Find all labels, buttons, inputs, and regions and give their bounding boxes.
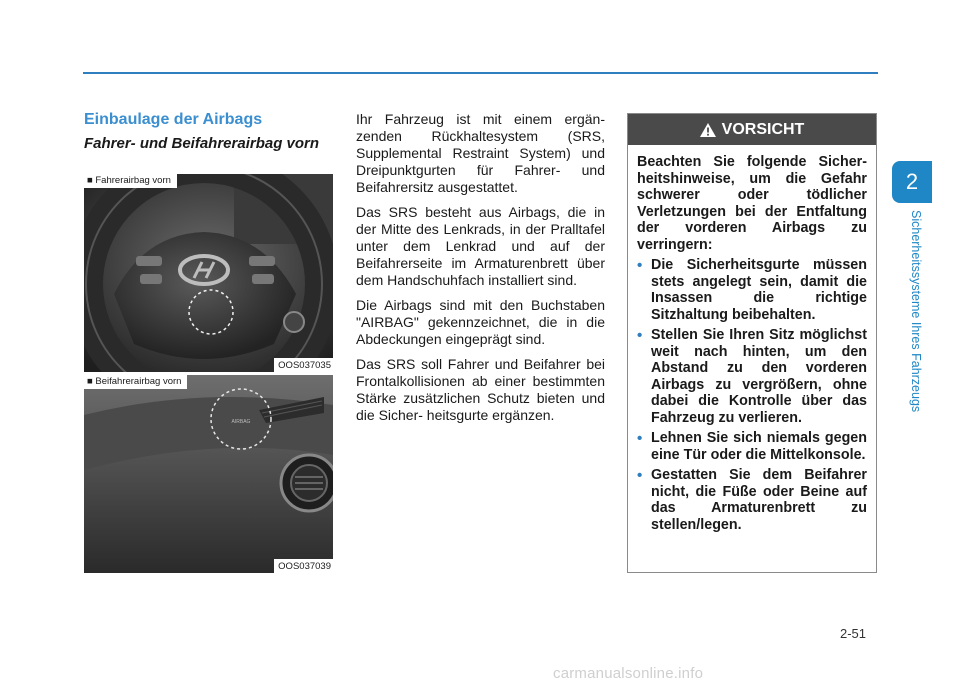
warning-triangle-icon (700, 123, 716, 137)
bullet-icon: • (637, 467, 643, 484)
watermark: carmanualsonline.info (553, 665, 704, 682)
chapter-title: Sicherheitssysteme Ihres Fahrzeugs (909, 210, 923, 413)
sub-heading: Fahrer- und Beifahrerairbag vorn (84, 135, 320, 152)
body-text (356, 111, 605, 432)
body-paragraph: Das SRS soll Fahrer und Beifahrer bei Frontalkollisionen ab einer bestimmten Stärke zusätzlichen Schutz bieten und die Sicher- heitsgurte ergänzen. (356, 356, 605, 423)
airbag-emboss-label: AIRBAG (231, 419, 251, 425)
photo-code: OOS037039 (274, 559, 333, 573)
photo-code: OOS037035 (274, 358, 333, 372)
warning-item: • Die Sicherheitsgurte müssen stets angelegt sein, damit die Insassen die richtige Sitzhaltung beibehalten. (637, 257, 867, 323)
bullet-icon: • (637, 327, 643, 344)
warning-list (637, 257, 867, 533)
section-heading: Einbaulage der Airbags (84, 111, 263, 128)
warning-item: • Gestatten Sie dem Beifahrer nicht, die Füße oder Beine auf das Armaturenbrett zu stellen/legen. (637, 467, 867, 533)
body-paragraph: Das SRS besteht aus Airbags, die in der Mitte des Lenkrads, in der Pralltafel unter dem Lenkrad und auf der Beifahrerseite im Armaturenbrett über dem Handschuhfach installiert sind. (356, 204, 605, 288)
warning-body (628, 145, 876, 533)
body-paragraph: Die Airbags sind mit den Buchstaben "AIRBAG" gekennzeichnet, die in die Abdeckungen eingeprägt sind. (356, 297, 605, 347)
driver-airbag-photo (84, 174, 333, 372)
steering-wheel-illustration (84, 174, 333, 372)
chapter-tab: 2 (892, 161, 932, 203)
warning-title: VORSICHT (721, 120, 805, 138)
warning-item: • Stellen Sie Ihren Sitz möglichst weit nach hinten, um den Abstand zu den vorderen Airbags zu vergrößern, ohne dabei die Kontrolle über das Fahrzeug zu verlieren. (637, 327, 867, 426)
warning-intro: Beachten Sie folgende Sicher- heitshinweise, um die Gefahr schwerer oder tödlicher Verletzungen bei der Entfaltung der vorderen Airbags zu verringern: (637, 154, 867, 253)
top-rule (83, 72, 878, 74)
bullet-icon: • (637, 257, 643, 274)
bullet-icon: • (637, 430, 643, 447)
warning-item: • Lehnen Sie sich niemals gegen eine Tür oder die Mittelkonsole. (637, 430, 867, 463)
passenger-airbag-photo (84, 375, 333, 573)
warning-header (628, 114, 876, 145)
page-number: 2-51 (840, 626, 867, 641)
photo-caption: ■ Beifahrerairbag vorn (84, 375, 187, 389)
warning-box (627, 113, 877, 573)
photo-caption: ■ Fahrerairbag vorn (84, 174, 177, 188)
body-paragraph: Ihr Fahrzeug ist mit einem ergän- zenden Rückhaltesystem (SRS, Supplemental Restraint System) und Dreipunktgurten für Fahrer- und Beifahrersitz ausgestattet. (356, 111, 605, 195)
dashboard-illustration (84, 375, 333, 573)
